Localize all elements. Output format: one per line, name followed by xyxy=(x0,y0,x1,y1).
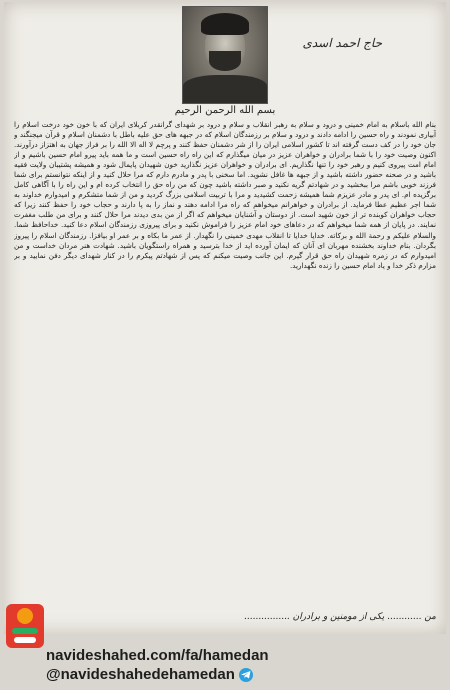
watermark-handle[interactable]: @navideshahedehamedan xyxy=(46,666,235,683)
navideshahed-logo-icon xyxy=(4,600,46,652)
watermark-handle-row[interactable] xyxy=(46,666,253,683)
testament-body xyxy=(14,120,436,625)
basmala-heading: بسم الله الرحمن الرحیم xyxy=(174,105,276,116)
watermark-url[interactable]: navideshahed.com/fa/hamedan xyxy=(46,647,269,664)
telegram-icon xyxy=(239,668,253,682)
handwritten-closing: من ............ یکی از مومنین و برادران ................ xyxy=(244,612,436,622)
handwritten-name: حاج احمد اسدی xyxy=(302,36,382,50)
portrait-photo xyxy=(182,6,268,104)
letter-page xyxy=(4,2,446,634)
testament-text: بنام الله باسلام به امام خمینی و درود و سلام به رهبر انقلاب و سلام و درود بر شهدای گرانقدر کربلای ایران که با خون خود درخت اسلام را آبیاری نمودند و راه حسین را ادامه دادند و درود و سلام بر رزمندگان اسلام که در جبهه های حق علیه باطل با دشمنان اسلام و قرآن میجنگند و جان خود را در کف دست گرفته اند تا کشور اسلامی ایران را از شر دشمنان حفظ کنند و پرچم لا اله الا الله را بر فراز جهان به اهتزاز درآورند. اکنون وصیت خود را با شما برادران و خواهران عزیز در میان میگذارم که این راه راه حسین است و ما همه باید پیرو امام حسین باشیم و از امام امت پیروی کنیم و رهبر خود را تنها نگذاریم. ای برادران و خواهران عزیز نگذارید خون شهیدان پایمال شود و همیشه پشتیبان ولایت فقیه باشید و در صحنه حضور داشته باشید و از جبهه ها غافل نشوید. اما سخنی با پدر و مادرم دارم که مرا حلال کنید و از اینکه نتوانستم برای شما فرزند خوبی باشم مرا ببخشید و در شهادتم گریه نکنید و صبر داشته باشید چون که من راه حق را انتخاب کرده ام و این راه را با آگاهی کامل برگزیده ام. ای پدر و مادر عزیزم شما همیشه زحمت کشیدید و مرا با تربیت اسلامی بزرگ کردید و من از شما متشکرم و امیدوارم خداوند به شما اجر عظیم عطا فرماید. از برادران و خواهرانم میخواهم که راه مرا ادامه دهند و نماز را به پا دارند و حجاب خود را حفظ کنند زیرا که حجاب خواهران کوبنده تر از خون شهید است. از دوستان و آشنایان میخواهم که اگر از من بدی دیدند مرا حلال کنند و برای من طلب مغفرت نمایند. در پایان از همه شما میخواهم که در دعاهای خود امام عزیز را فراموش نکنید و برای پیروزی رزمندگان اسلام دعا کنید. خداحافظ شما. والسلام علیکم و رحمة الله و برکاته. خدایا خدایا تا انقلاب مهدی خمینی را نگهدار. از عمر ما بکاه و بر عمر او بیافزا. رزمندگان اسلام را پیروز بگردان. بنام خداوند بخشنده مهربان ای آنان که ایمان آورده اید از خدا بترسید و همراه راستگویان باشید. شهادت هنر مردان خداست و من امیدوارم که در زمره شهیدان راه حق قرار گیرم. این جانب وصیت میکنم که پس از شهادتم پیکرم را در کنار شهدای دیگر دفن نمایید و بر مزارم ذکر خدا و یاد امام حسین را زنده نگهدارید. xyxy=(14,120,436,270)
